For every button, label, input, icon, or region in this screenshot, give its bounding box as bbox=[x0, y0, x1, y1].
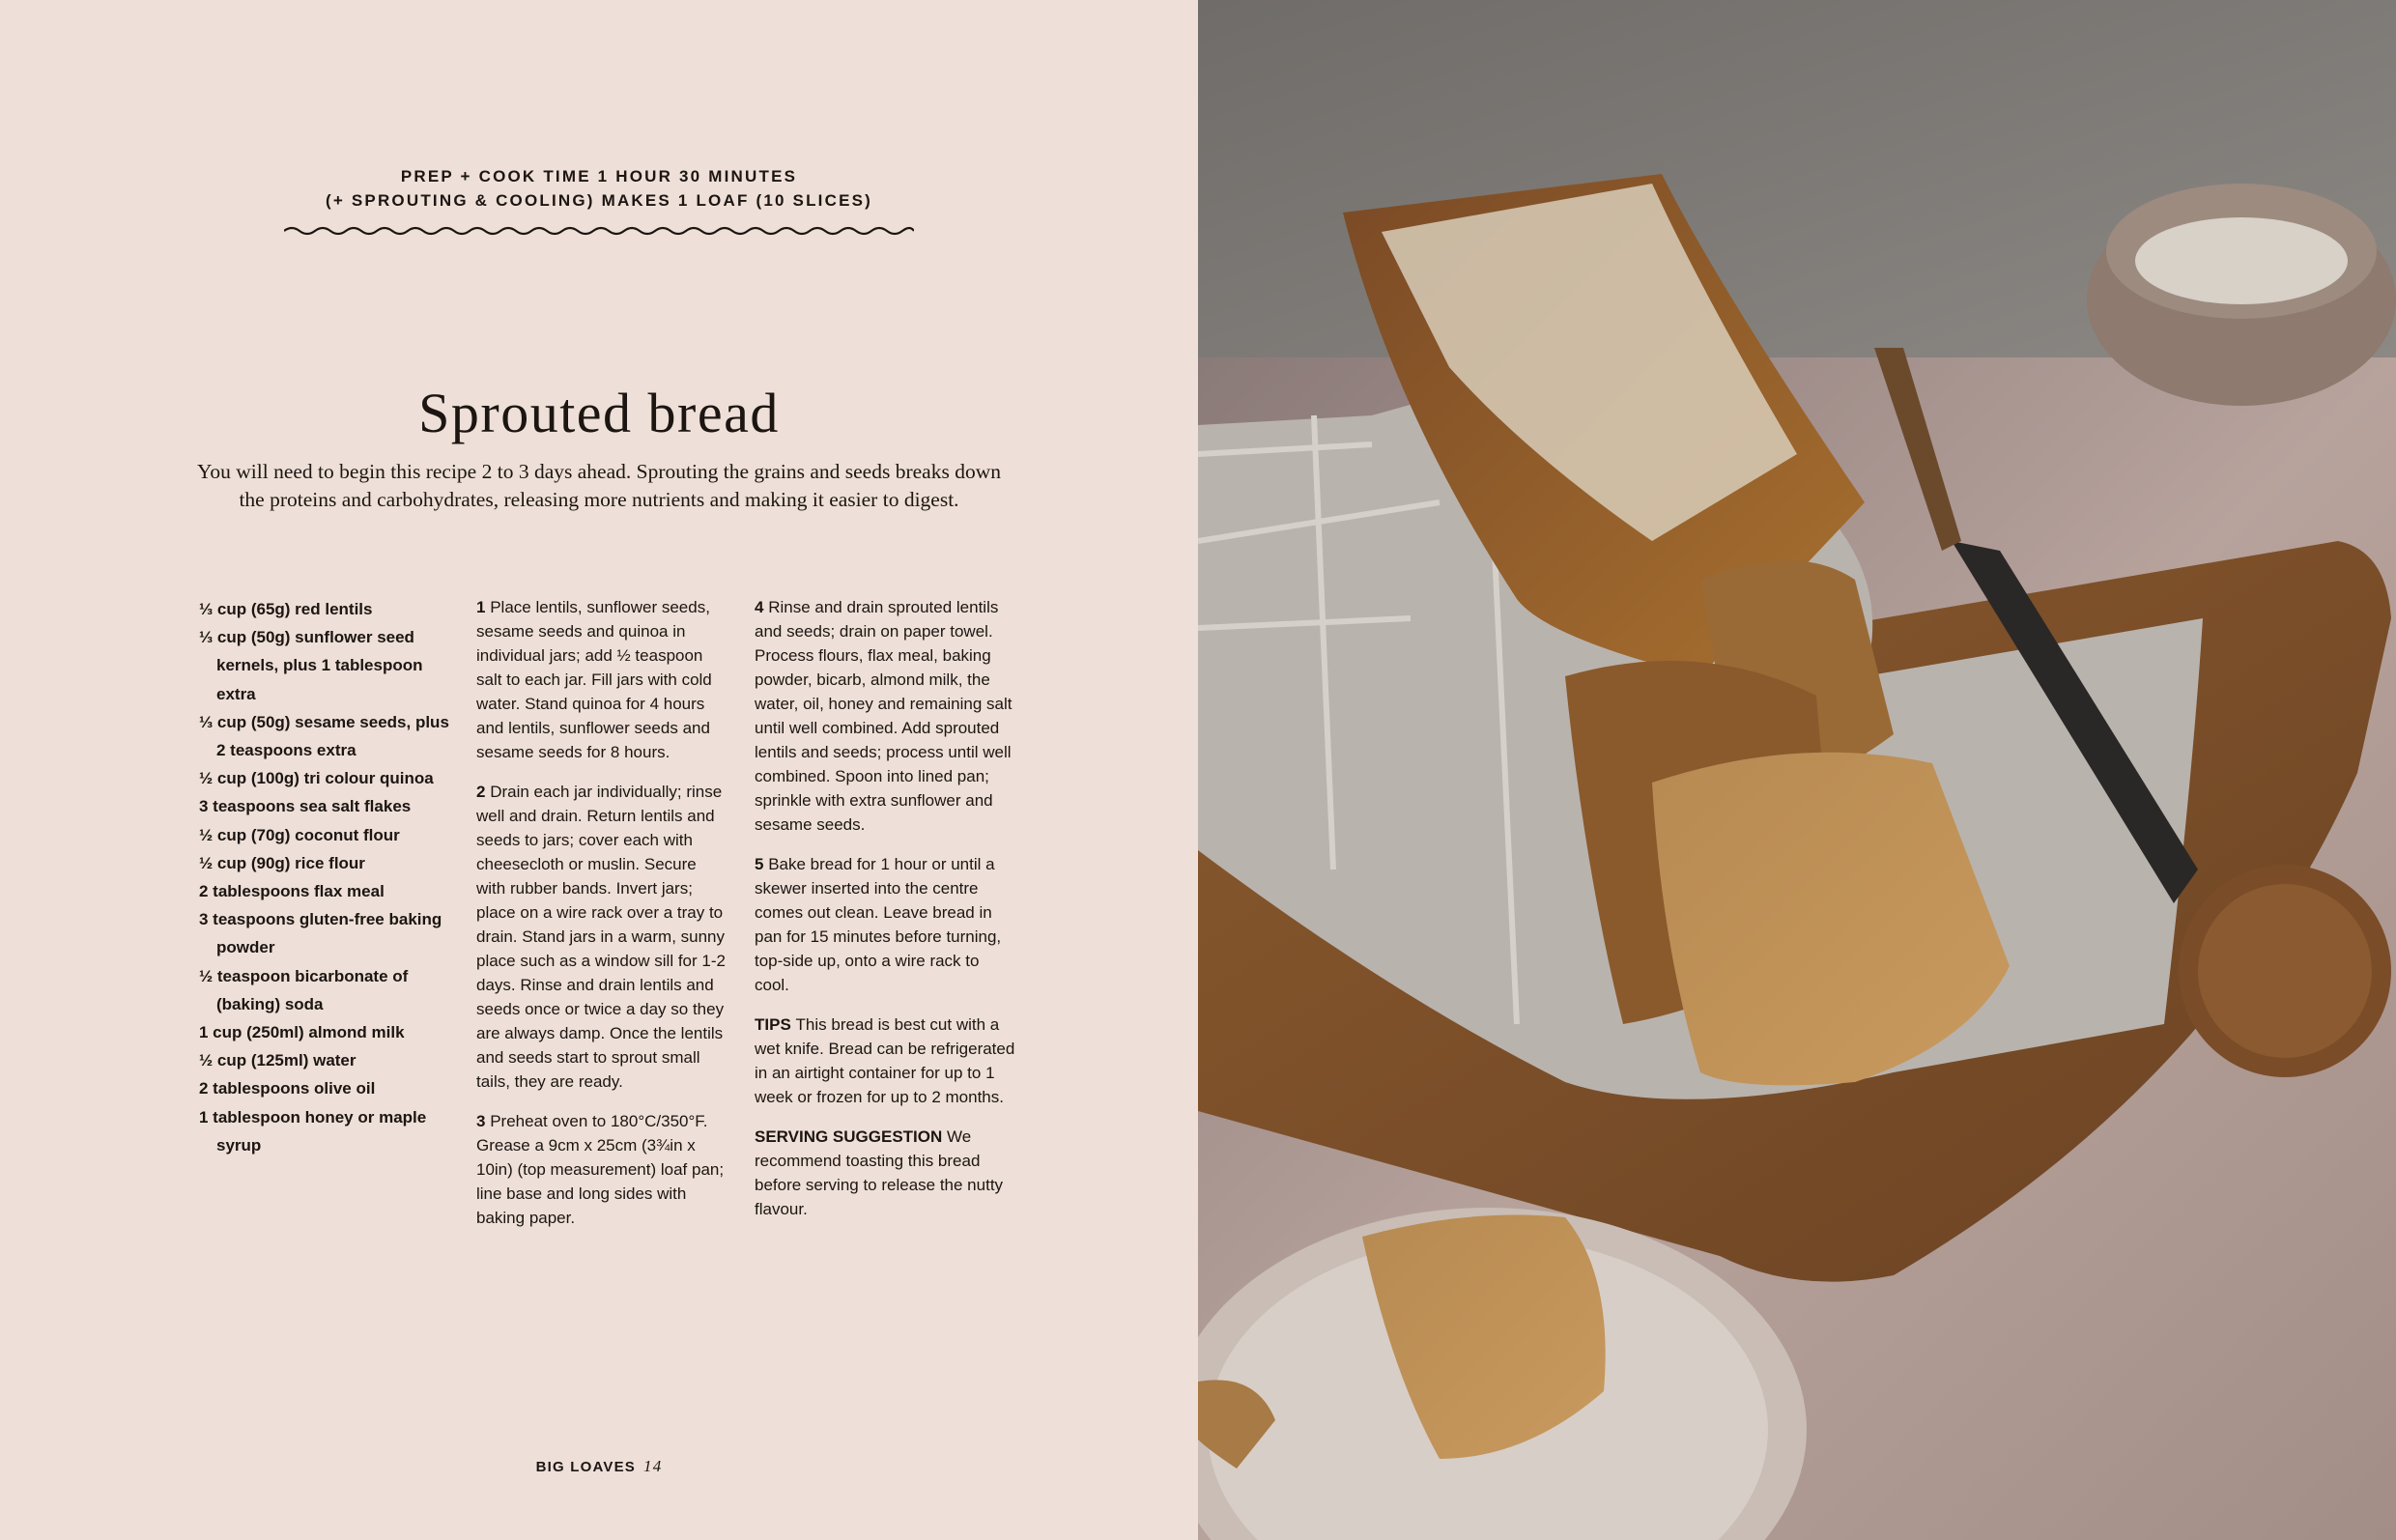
step-text: Place lentils, sunflower seeds, sesame seeds and quinoa in individual jars; add ½ teaspoon salt to each jar. Fill jars with cold water. Stand quinoa for 4 hours and lentils, sunflower seeds and sesame seeds for 8 hours. bbox=[476, 598, 712, 761]
serving-note bbox=[755, 1125, 1015, 1221]
step-number: 4 bbox=[755, 598, 764, 616]
ingredient-item: ⅓ cup (50g) sesame seeds, plus 2 teaspoons extra bbox=[199, 712, 449, 760]
method-step bbox=[476, 780, 727, 1094]
method-column-1 bbox=[476, 595, 727, 1245]
ingredient-item: ½ cup (125ml) water bbox=[199, 1051, 357, 1070]
serving-text: We recommend toasting this bread before serving to release the nutty flavour. bbox=[755, 1127, 1004, 1218]
method-column-2 bbox=[755, 595, 1015, 1237]
board-handle-top bbox=[2198, 884, 2372, 1058]
step-text: Bake bread for 1 hour or until a skewer inserted into the centre comes out clean. Leave bread in pan for 15 minutes before turning, top-side up, onto a wire rack to cool. bbox=[755, 855, 1002, 994]
page-footer bbox=[0, 1457, 1198, 1476]
step-text: Preheat oven to 180°C/350°F. Grease a 9cm x 25cm (3¾in x 10in) (top measurement) loaf pan; line base and long sides with baking paper. bbox=[476, 1112, 725, 1227]
recipe-intro: You will need to begin this recipe 2 to 3 days ahead. Sprouting the grains and seeds breaks down the proteins and carbohydrates, releasing more nutrients and making it easier to digest. bbox=[197, 459, 1001, 511]
step-text: Rinse and drain sprouted lentils and seeds; drain on paper towel. Process flours, flax meal, baking powder, bicarb, almond milk, the water, oil, honey and remaining salt until well combined. Add sprouted lentils and seeds; process until well combined. Spoon into lined pan; sprinkle with extra sunflower and sesame seeds. bbox=[755, 598, 1013, 834]
step-number: 5 bbox=[755, 855, 764, 873]
ingredient-item: ½ cup (70g) coconut flour bbox=[199, 825, 400, 844]
method-step bbox=[755, 595, 1015, 837]
ingredient-item: 1 tablespoon honey or maple syrup bbox=[199, 1107, 427, 1155]
method-step bbox=[476, 1109, 727, 1230]
page-number: 14 bbox=[643, 1457, 663, 1475]
bowl-seeds bbox=[2135, 217, 2348, 304]
step-number: 1 bbox=[476, 598, 486, 616]
serving-label: SERVING SUGGESTION bbox=[755, 1127, 943, 1146]
ingredient-item: ⅓ cup (50g) sunflower seed kernels, plus 1 tablespoon extra bbox=[199, 628, 423, 703]
meta-yield: (+ SPROUTING & COOLING) MAKES 1 LOAF (10 SLICES) bbox=[325, 191, 873, 210]
step-number: 3 bbox=[476, 1112, 486, 1130]
ingredient-item: 2 tablespoons olive oil bbox=[199, 1079, 376, 1098]
footer-section: BIG LOAVES bbox=[535, 1459, 636, 1475]
tips-text: This bread is best cut with a wet knife. Bread can be refrigerated in an airtight container for up to 1 week or frozen for up to 2 months. bbox=[755, 1015, 1015, 1106]
recipe-title: Sprouted bread bbox=[418, 381, 780, 444]
method-step bbox=[755, 852, 1015, 997]
tips-label: TIPS bbox=[755, 1015, 791, 1034]
bread-photo-illustration bbox=[1198, 0, 2396, 1540]
recipe-meta bbox=[0, 164, 1198, 213]
ingredient-item: ½ cup (100g) tri colour quinoa bbox=[199, 769, 434, 788]
ingredients-list bbox=[199, 595, 460, 1159]
ingredient-item: 1 cup (250ml) almond milk bbox=[199, 1023, 405, 1042]
ingredient-item: ⅓ cup (65g) red lentils bbox=[199, 600, 373, 618]
ingredient-item: ½ cup (90g) rice flour bbox=[199, 853, 365, 872]
bread-photo bbox=[1198, 0, 2396, 1540]
wavy-divider bbox=[284, 224, 914, 238]
ingredient-item: 3 teaspoons sea salt flakes bbox=[199, 797, 412, 816]
step-text: Drain each jar individually; rinse well and drain. Return lentils and seeds to jars; cover each with cheesecloth or muslin. Secure with rubber bands. Invert jars; place on a wire rack over a tray to drain. Stand jars in a warm, sunny place such as a window sill for 1-2 days. Rinse and drain lentils and seeds once or twice a day so they are always damp. Once the lentils and seeds start to sprout small tails, they are ready. bbox=[476, 783, 726, 1091]
ingredient-item: 3 teaspoons gluten-free baking powder bbox=[199, 910, 442, 957]
method-step bbox=[476, 595, 727, 764]
ingredient-item: ½ teaspoon bicarbonate of (baking) soda bbox=[199, 966, 409, 1013]
step-number: 2 bbox=[476, 783, 486, 801]
ingredient-item: 2 tablespoons flax meal bbox=[199, 882, 385, 901]
tips-note bbox=[755, 1012, 1015, 1109]
meta-time: PREP + COOK TIME 1 HOUR 30 MINUTES bbox=[400, 167, 798, 185]
